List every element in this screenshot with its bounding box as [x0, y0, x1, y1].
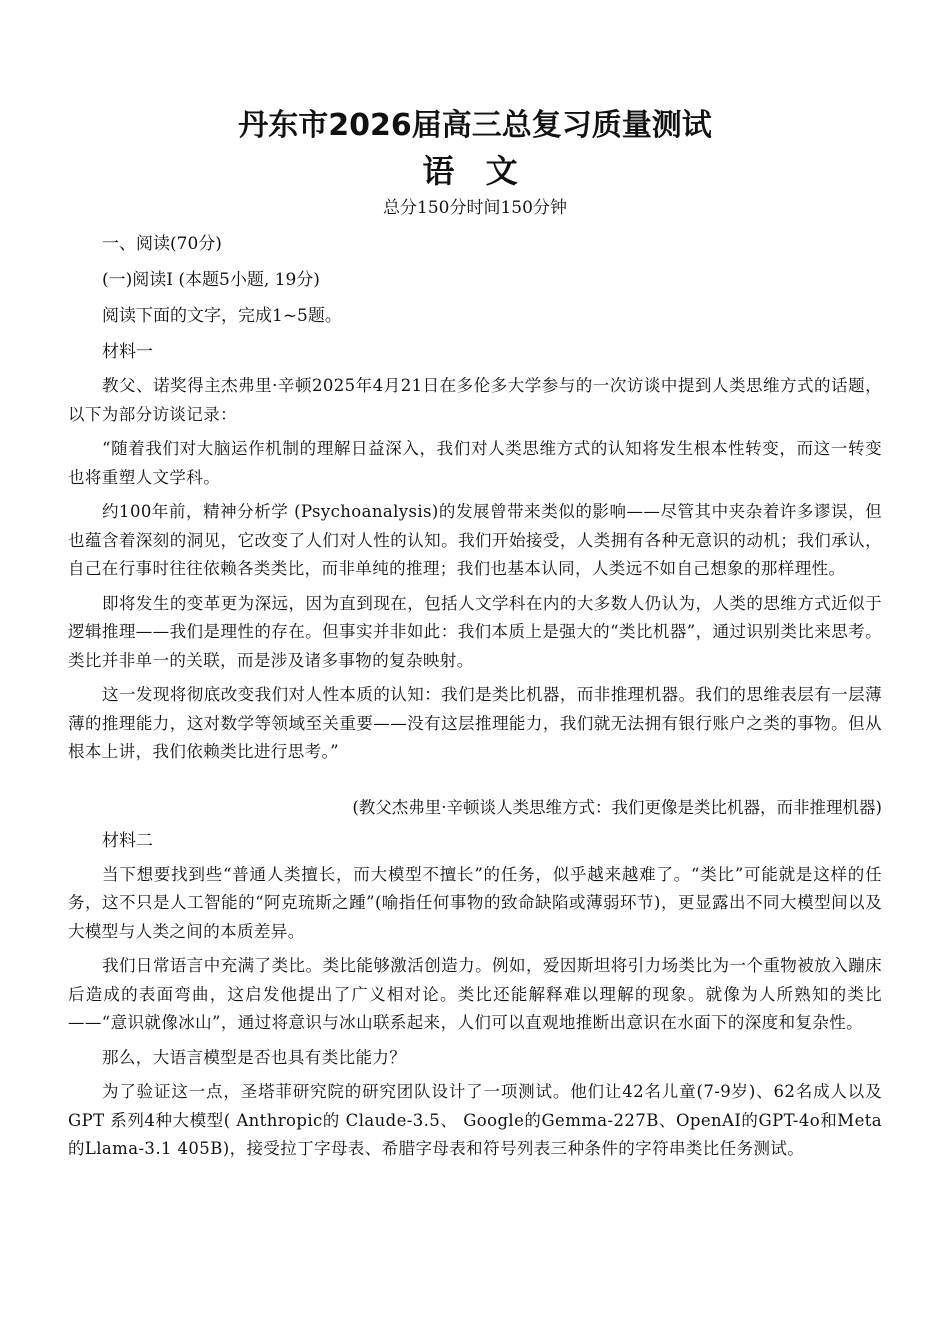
material1-paragraph: 这一发现将彻底改变我们对人性本质的认知：我们是类比机器，而非推理机器。我们的思维表层有一层薄薄的推理能力，这对数学等领域至关重要——没有这层推理能力，我们就无法拥有银行账户之类的事物。但从根本上讲，我们依赖类比进行思考。”: [68, 685, 882, 761]
material1-paragraph: 约100年前，精神分析学 (Psychoanalysis)的发展曾带来类似的影响——尽管其中夹杂着许多谬误，但也蕴含着深刻的洞见，它改变了人们对人性的认知。我们开始接受，人类拥有各种无意识的动机；我们承认，自己在行事时往往依赖各类类比，而非单纯的推理；我们也基本认同，人类远不如自己想象的那样理性。: [68, 502, 882, 578]
material2-label: 材料二: [102, 830, 153, 851]
exam-page: [68, 104, 882, 1170]
material2-paragraph: 那么，大语言模型是否也具有类比能力？: [102, 1047, 407, 1067]
section-instruction: 阅读下面的文字，完成1~5题。: [102, 306, 342, 326]
material1-source: (教父杰弗里·辛顿谈人类思维方式：我们更像是类比机器，而非推理机器): [352, 797, 882, 817]
material1-paragraph: 即将发生的变革更为深远，因为直到现在，包括人文学科在内的大多数人仍认为，人类的思维方式近似于逻辑推理——我们是理性的存在。但事实并非如此：我们本质上是强大的“类比机器”，通过识别类比来思考。类比并非单一的关联，而是涉及诸多事物的复杂映射。: [68, 593, 882, 670]
section-subheading: (一)阅读Ⅰ (本题5小题, 19分): [102, 270, 320, 290]
material2-paragraph: 我们日常语言中充满了类比。类比能够激活创造力。例如，爱因斯坦将引力场类比为一个重物被放入蹦床后造成的表面弯曲，这启发他提出了广义相对论。类比还能解释难以理解的现象。就像为人所熟知的类比——“意识就像冰山”，通过将意识与冰山联系起来，人们可以直观地推断出意识在水面下的深度和复杂性。: [68, 956, 882, 1032]
material1-paragraph: 教父、诺奖得主杰弗里·辛顿2025年4月21日在多伦多大学参与的一次访谈中提到人类思维方式的话题，以下为部分访谈记录：: [68, 376, 882, 424]
exam-meta: 总分150分时间150分钟: [383, 198, 567, 218]
material2-paragraph: 为了验证这一点，圣塔菲研究院的研究团队设计了一项测试。他们让42名儿童(7-9岁)、62名成人以及GPT 系列4种大模型( Anthropic的 Claude-3.5、 Google的Gemma-227B、OpenAI的GPT-4o和Meta的Llama-3.1 405B)，接受拉丁字母表、希腊字母表和符号列表三种条件的字符串类比任务测试。: [68, 1082, 882, 1158]
exam-title: 丹东市2026届高三总复习质量测试: [238, 108, 712, 143]
section-heading: 一、阅读(70分): [102, 234, 222, 254]
exam-subject: 语 文: [422, 152, 528, 190]
material1-label: 材料一: [102, 342, 153, 362]
material2-paragraph: 当下想要找到些“普通人类擅长，而大模型不擅长”的任务，似乎越来越难了。“类比”可能就是这样的任务，这不只是人工智能的“阿克琉斯之踵”(喻指任何事物的致命缺陷或薄弱环节)，更显露出不同大模型间以及大模型与人类之间的本质差异。: [68, 864, 882, 941]
material1-paragraph: “随着我们对大脑运作机制的理解日益深入，我们对人类思维方式的认知将发生根本性转变，而这一转变也将重塑人文学科。: [68, 439, 882, 487]
